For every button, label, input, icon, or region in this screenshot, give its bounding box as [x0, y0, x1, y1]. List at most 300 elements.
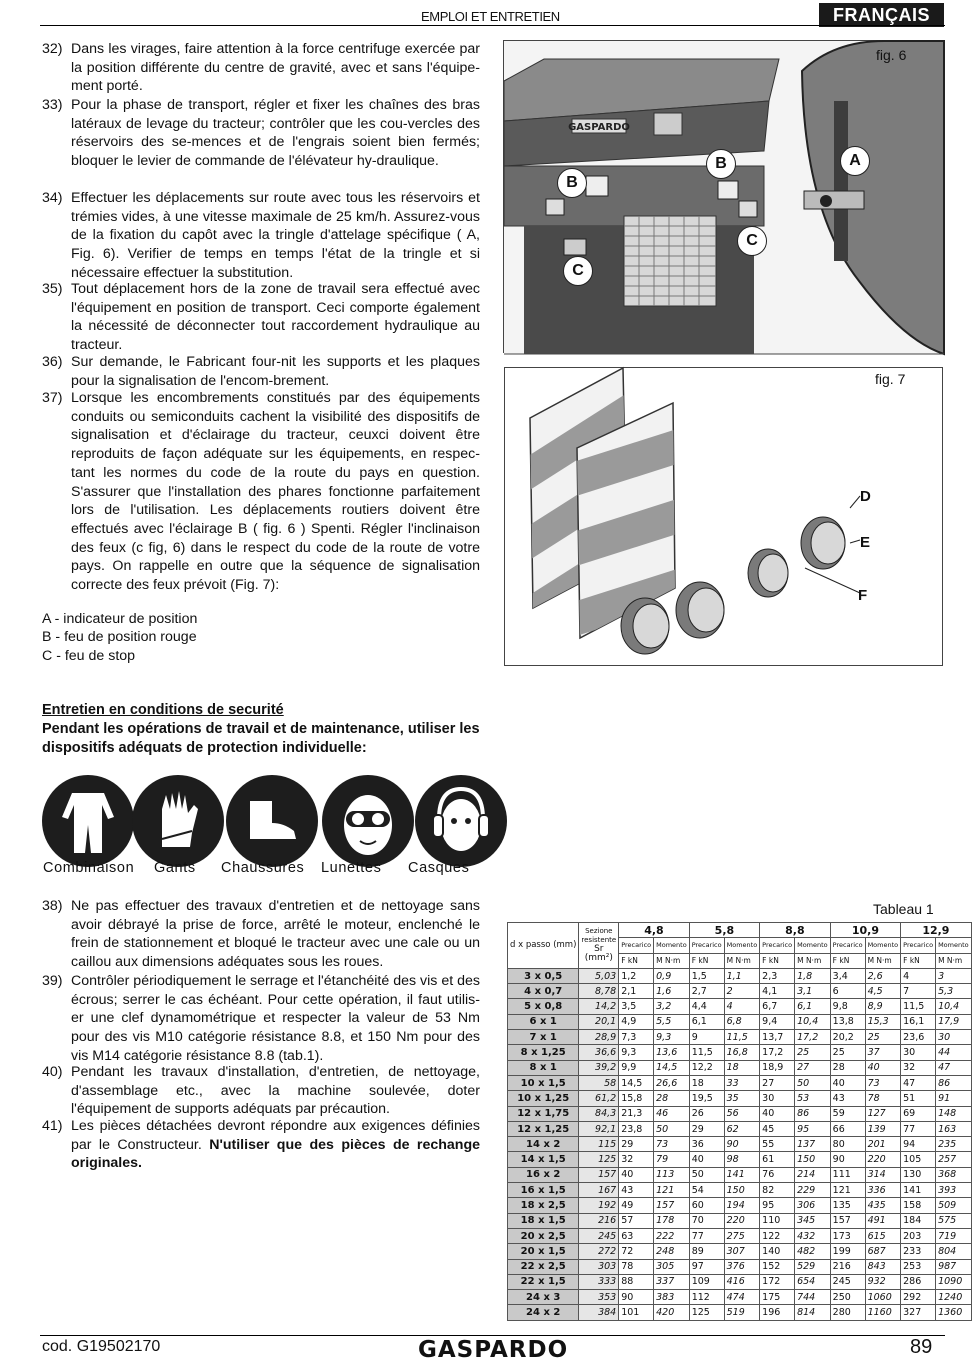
safety-shoes-icon	[226, 775, 318, 867]
preload-cell: 30	[760, 1091, 795, 1106]
section-cell: 157	[579, 1167, 619, 1182]
torque-cell: 275	[724, 1228, 760, 1243]
preload-cell: 101	[619, 1305, 654, 1320]
preload-cell: 196	[760, 1305, 795, 1320]
lamps-pair-right	[748, 517, 845, 597]
preload-cell: 1,5	[689, 968, 724, 983]
thread-size-cell: 6 x 1	[508, 1014, 579, 1029]
item-number: 41)	[42, 1118, 63, 1134]
preload-cell: 88	[619, 1274, 654, 1289]
class-header: 5,8	[689, 923, 759, 938]
torque-cell: 2,6	[865, 968, 901, 983]
torque-cell: 1,1	[724, 968, 760, 983]
torque-cell: 6,8	[724, 1014, 760, 1029]
torque-cell: 1,8	[795, 968, 831, 983]
item-number: 40)	[42, 1064, 63, 1080]
torque-cell: 654	[795, 1274, 831, 1289]
section-cell: 384	[579, 1305, 619, 1320]
preload-cell: 110	[760, 1213, 795, 1228]
torque-cell: 393	[936, 1183, 972, 1198]
unit-header: M N·m	[936, 953, 972, 968]
item-text: Ne pas effectuer des travaux d'entretien et de nettoyage sans avoir débrayé la prise de force, arrêté le moteur, enclenché le frein de stationnement et bloqué le tracteur avec une cale ou un caillou aux dimensions adéquates sous les roues.	[71, 898, 480, 971]
preload-cell: 27	[760, 1075, 795, 1090]
legend-b: B - feu de position rouge	[42, 629, 197, 645]
preload-cell: 90	[619, 1290, 654, 1305]
torque-cell: 73	[654, 1137, 690, 1152]
preload-cell: 43	[830, 1091, 865, 1106]
table-row	[508, 1274, 972, 1289]
preload-cell: 13,7	[760, 1030, 795, 1045]
item-text: Effectuer les déplacements sur route avec tous les réservoirs et trémies vides, à une vitesse maximale de 25 km/h. Assurez-vous de la fixation du capôt avec la tringle d'attelage spécifique ( A, Fig. 6). Verifier de temps en temps l'état de la tringle et si nécessaire effectuer la substitution.	[71, 190, 480, 281]
torque-cell: 336	[865, 1183, 901, 1198]
preload-cell: 69	[901, 1106, 936, 1121]
torque-cell: 1240	[936, 1290, 972, 1305]
preload-cell: 2,7	[689, 984, 724, 999]
preload-cell: 50	[689, 1167, 724, 1182]
torque-cell: 79	[654, 1152, 690, 1167]
sr-head-line: Sezione	[585, 927, 613, 936]
table-caption: Tableau 1	[873, 901, 934, 917]
ppe-label: Lunettes	[321, 860, 382, 876]
preload-cell: 40	[689, 1152, 724, 1167]
table-row	[508, 1213, 972, 1228]
ppe-label: Casques	[408, 860, 470, 876]
unit-header: M N·m	[795, 953, 831, 968]
torque-cell: 0,9	[654, 968, 690, 983]
torque-cell: 150	[795, 1152, 831, 1167]
ppe-label: Combinaison	[43, 860, 135, 876]
preload-cell: 112	[689, 1290, 724, 1305]
thread-size-cell: 24 x 2	[508, 1305, 579, 1320]
section-cell: 125	[579, 1152, 619, 1167]
item-text: Pour la phase de transport, régler et fixer les chaînes des bras latéraux de levage du tracteur; contrôler que les cou-vercles des réservoirs des se-mences et de l'engrais soient bien fermés; bloquer le levier de commande de l'élévateur hy-draulique.	[71, 97, 480, 170]
section-cell: 28,9	[579, 1030, 619, 1045]
torque-cell: 314	[865, 1167, 901, 1182]
svg-text:GASPARDO: GASPARDO	[568, 122, 630, 133]
list-item	[42, 389, 480, 595]
torque-cell: 220	[865, 1152, 901, 1167]
preload-cell: 21,3	[619, 1106, 654, 1121]
list-item	[42, 1117, 480, 1173]
preload-cell: 40	[830, 1075, 865, 1090]
preload-cell: 9,8	[830, 999, 865, 1014]
letter-e: E	[860, 534, 871, 551]
torque-cell: 18	[724, 1060, 760, 1075]
section-cell: 333	[579, 1274, 619, 1289]
callout-b-left: B	[557, 168, 587, 198]
torque-cell: 46	[654, 1106, 690, 1121]
thread-size-cell: 3 x 0,5	[508, 968, 579, 983]
preload-cell: 125	[689, 1305, 724, 1320]
list-item	[42, 96, 480, 171]
torque-cell: 529	[795, 1259, 831, 1274]
preload-cell: 121	[830, 1183, 865, 1198]
torque-cell: 345	[795, 1213, 831, 1228]
preload-cell: 15,8	[619, 1091, 654, 1106]
section-title: EMPLOI ET ENTRETIEN	[421, 9, 560, 24]
preload-cell: 292	[901, 1290, 936, 1305]
torque-cell: 10,4	[936, 999, 972, 1014]
preload-cell: 135	[830, 1198, 865, 1213]
preload-cell: 18	[689, 1075, 724, 1090]
signalling-plates-drawing	[505, 368, 944, 667]
preload-cell: 13,8	[830, 1014, 865, 1029]
thread-size-cell: 20 x 1,5	[508, 1244, 579, 1259]
torque-cell: 5,5	[654, 1014, 690, 1029]
item-text: Contrôler périodiquement le serrage et l'étanchéité des vis et des écrous; serrer le cas échéant. Pour cette opération, il faut utilis-er une clef dynamométrique et respecter la valeur de 53 Nm pour des vis M10 catégorie résistance 8.8, et 150 Nm pour des vis M14 catégorie résistance 8.8 (tab.1).	[71, 973, 480, 1064]
torque-cell: 86	[936, 1075, 972, 1090]
gloves-icon	[132, 775, 224, 867]
preload-cell: 80	[830, 1137, 865, 1152]
torque-cell: 814	[795, 1305, 831, 1320]
brand-logo: GASPARDO	[418, 1337, 569, 1363]
table-row	[508, 1167, 972, 1182]
torque-cell: 30	[936, 1030, 972, 1045]
header-rule	[40, 25, 945, 26]
preload-cell: 253	[901, 1259, 936, 1274]
preload-cell: 175	[760, 1290, 795, 1305]
preload-cell: 55	[760, 1137, 795, 1152]
table-row	[508, 984, 972, 999]
torque-cell: 37	[865, 1045, 901, 1060]
torque-cell: 40	[865, 1060, 901, 1075]
preload-cell: 28	[830, 1060, 865, 1075]
preload-cell: 11,5	[901, 999, 936, 1014]
table-row	[508, 1014, 972, 1029]
torque-cell: 148	[936, 1106, 972, 1121]
torque-cell: 4	[724, 999, 760, 1014]
preload-cell: 7,3	[619, 1030, 654, 1045]
torque-cell: 25	[865, 1030, 901, 1045]
section-cell: 92,1	[579, 1121, 619, 1136]
preload-cell: 59	[830, 1106, 865, 1121]
torque-cell: 687	[865, 1244, 901, 1259]
torque-cell: 1,6	[654, 984, 690, 999]
torque-cell: 95	[795, 1121, 831, 1136]
preload-cell: 17,2	[760, 1045, 795, 1060]
sub-header: Precarico	[901, 938, 936, 953]
list-item	[42, 1063, 480, 1119]
sub-header: Momento	[865, 938, 901, 953]
callout-a: A	[840, 146, 870, 176]
preload-cell: 76	[760, 1167, 795, 1182]
preload-cell: 60	[689, 1198, 724, 1213]
torque-cell: 28	[654, 1091, 690, 1106]
figure-6	[503, 40, 943, 353]
section-cell: 39,2	[579, 1060, 619, 1075]
preload-cell: 111	[830, 1167, 865, 1182]
preload-cell: 216	[830, 1259, 865, 1274]
list-item	[42, 972, 480, 1066]
torque-cell: 141	[724, 1167, 760, 1182]
preload-cell: 63	[619, 1228, 654, 1243]
item-number: 32)	[42, 41, 63, 57]
torque-cell: 194	[724, 1198, 760, 1213]
preload-cell: 4,9	[619, 1014, 654, 1029]
sub-header: Precarico	[689, 938, 724, 953]
sub-header: Precarico	[830, 938, 865, 953]
list-item	[42, 189, 480, 283]
torque-cell: 17,9	[936, 1014, 972, 1029]
document-code: cod. G19502170	[42, 1338, 161, 1355]
torque-cell: 435	[865, 1198, 901, 1213]
footer-rule	[40, 1335, 945, 1336]
preload-cell: 47	[901, 1075, 936, 1090]
preload-cell: 40	[760, 1106, 795, 1121]
preload-cell: 90	[830, 1152, 865, 1167]
item-number: 37)	[42, 390, 63, 406]
torque-cell: 932	[865, 1274, 901, 1289]
item-number: 34)	[42, 190, 63, 206]
torque-cell: 47	[936, 1060, 972, 1075]
torque-cell: 73	[865, 1075, 901, 1090]
preload-cell: 130	[901, 1167, 936, 1182]
sr-header	[579, 923, 619, 969]
torque-cell: 744	[795, 1290, 831, 1305]
torque-cell: 15,3	[865, 1014, 901, 1029]
torque-cell: 804	[936, 1244, 972, 1259]
ppe-label: Gants	[154, 860, 196, 876]
section-cell: 5,03	[579, 968, 619, 983]
preload-cell: 54	[689, 1183, 724, 1198]
preload-cell: 29	[689, 1121, 724, 1136]
preload-cell: 61	[760, 1152, 795, 1167]
legend-c: C - feu de stop	[42, 648, 136, 664]
thread-size-cell: 7 x 1	[508, 1030, 579, 1045]
preload-cell: 327	[901, 1305, 936, 1320]
preload-cell: 141	[901, 1183, 936, 1198]
torque-cell: 178	[654, 1213, 690, 1228]
torque-cell: 78	[865, 1091, 901, 1106]
letter-d: D	[860, 488, 871, 505]
preload-cell: 78	[619, 1259, 654, 1274]
preload-cell: 18,9	[760, 1060, 795, 1075]
class-header: 8,8	[760, 923, 830, 938]
sr-head-line: (mm²)	[584, 953, 613, 964]
preload-cell: 157	[830, 1213, 865, 1228]
torque-cell: 16,8	[724, 1045, 760, 1060]
torque-cell: 137	[795, 1137, 831, 1152]
class-header: 12,9	[901, 923, 971, 938]
item-text: Pendant les travaux d'installation, d'entretien, de nettoyage, d'assemblage etc., avec la machine soulevée, doter l'équipement de supports adéquats par précaution.	[71, 1064, 480, 1118]
unit-header: F kN	[619, 953, 654, 968]
preload-cell: 3,4	[830, 968, 865, 983]
item-text-bold: N'utiliser que des pièces de rechange originales.	[71, 1136, 481, 1172]
torque-cell: 615	[865, 1228, 901, 1243]
preload-cell: 4,1	[760, 984, 795, 999]
torque-cell: 53	[795, 1091, 831, 1106]
unit-header: F kN	[830, 953, 865, 968]
preload-cell: 49	[619, 1198, 654, 1213]
torque-cell: 337	[654, 1274, 690, 1289]
preload-cell: 250	[830, 1290, 865, 1305]
sub-header: Momento	[724, 938, 760, 953]
safety-goggles-icon	[322, 775, 414, 867]
torque-cell: 11,5	[724, 1030, 760, 1045]
torque-cell: 383	[654, 1290, 690, 1305]
torque-cell: 201	[865, 1137, 901, 1152]
preload-cell: 12,2	[689, 1060, 724, 1075]
thread-size-cell: 12 x 1,75	[508, 1106, 579, 1121]
preload-cell: 152	[760, 1259, 795, 1274]
torque-cell: 1360	[936, 1305, 972, 1320]
preload-cell: 7	[901, 984, 936, 999]
torque-cell: 843	[865, 1259, 901, 1274]
torque-cell: 987	[936, 1259, 972, 1274]
preload-cell: 14,5	[619, 1075, 654, 1090]
preload-cell: 26	[689, 1106, 724, 1121]
sr-head-line: resistente	[581, 936, 617, 945]
table-row	[508, 1305, 972, 1320]
torque-cell: 6,1	[795, 999, 831, 1014]
preload-cell: 233	[901, 1244, 936, 1259]
item-number: 35)	[42, 281, 63, 297]
torque-cell: 121	[654, 1183, 690, 1198]
sr-head-line: Sr	[594, 944, 604, 955]
section-cell: 192	[579, 1198, 619, 1213]
preload-cell: 4,4	[689, 999, 724, 1014]
preload-cell: 1,2	[619, 968, 654, 983]
list-item	[42, 40, 480, 96]
table-row	[508, 1045, 972, 1060]
section-cell: 14,2	[579, 999, 619, 1014]
thread-size-cell: 22 x 1,5	[508, 1274, 579, 1289]
torque-cell: 432	[795, 1228, 831, 1243]
torque-table	[507, 922, 972, 1321]
section-cell: 58	[579, 1075, 619, 1090]
section-cell: 61,2	[579, 1091, 619, 1106]
torque-cell: 163	[936, 1121, 972, 1136]
table-row	[508, 1259, 972, 1274]
preload-cell: 6	[830, 984, 865, 999]
preload-cell: 2,1	[619, 984, 654, 999]
class-header: 10,9	[830, 923, 900, 938]
torque-cell: 474	[724, 1290, 760, 1305]
callout-c-left: C	[563, 256, 593, 286]
torque-cell: 150	[724, 1183, 760, 1198]
preload-cell: 122	[760, 1228, 795, 1243]
preload-cell: 16,1	[901, 1014, 936, 1029]
torque-cell: 9,3	[654, 1030, 690, 1045]
preload-cell: 32	[619, 1152, 654, 1167]
preload-cell: 3,5	[619, 999, 654, 1014]
table-row	[508, 1152, 972, 1167]
thread-size-cell: 14 x 1,5	[508, 1152, 579, 1167]
torque-cell: 305	[654, 1259, 690, 1274]
section-cell: 272	[579, 1244, 619, 1259]
table-row	[508, 1198, 972, 1213]
preload-cell: 72	[619, 1244, 654, 1259]
preload-cell: 25	[830, 1045, 865, 1060]
preload-cell: 23,8	[619, 1121, 654, 1136]
section-cell: 84,3	[579, 1106, 619, 1121]
torque-cell: 90	[724, 1137, 760, 1152]
torque-cell: 420	[654, 1305, 690, 1320]
ppe-label: Chaussures	[221, 860, 305, 876]
thread-size-cell: 4 x 0,7	[508, 984, 579, 999]
maintenance-heading: Entretien en conditions de securité	[42, 702, 284, 718]
torque-cell: 3,2	[654, 999, 690, 1014]
section-cell: 20,1	[579, 1014, 619, 1029]
preload-cell: 95	[760, 1198, 795, 1213]
callout-b-right: B	[706, 149, 736, 179]
thread-size-cell: 16 x 2	[508, 1167, 579, 1182]
thread-size-cell: 8 x 1	[508, 1060, 579, 1075]
thread-size-cell: 14 x 2	[508, 1137, 579, 1152]
preload-cell: 105	[901, 1152, 936, 1167]
unit-header: F kN	[689, 953, 724, 968]
item-number: 36)	[42, 354, 63, 370]
preload-cell: 158	[901, 1198, 936, 1213]
fig6-label: fig. 6	[876, 47, 907, 63]
torque-cell: 27	[795, 1060, 831, 1075]
torque-cell: 17,2	[795, 1030, 831, 1045]
section-cell: 303	[579, 1259, 619, 1274]
torque-cell: 307	[724, 1244, 760, 1259]
torque-cell: 376	[724, 1259, 760, 1274]
preload-cell: 23,6	[901, 1030, 936, 1045]
preload-cell: 89	[689, 1244, 724, 1259]
section-cell: 36,6	[579, 1045, 619, 1060]
torque-cell: 248	[654, 1244, 690, 1259]
section-cell: 216	[579, 1213, 619, 1228]
thread-size-cell: 10 x 1,5	[508, 1075, 579, 1090]
item-text: Sur demande, le Fabricant four-nit les supports et les plaques pour la signalisation de l'encom-brement.	[71, 354, 480, 389]
thread-size-cell: 18 x 2,5	[508, 1198, 579, 1213]
preload-cell: 29	[619, 1137, 654, 1152]
preload-cell: 77	[901, 1121, 936, 1136]
preload-cell: 6,7	[760, 999, 795, 1014]
torque-cell: 86	[795, 1106, 831, 1121]
torque-cell: 50	[795, 1075, 831, 1090]
preload-cell: 97	[689, 1259, 724, 1274]
preload-cell: 173	[830, 1228, 865, 1243]
preload-cell: 57	[619, 1213, 654, 1228]
fig7-label: fig. 7	[875, 371, 906, 387]
preload-cell: 40	[619, 1167, 654, 1182]
table-row	[508, 1030, 972, 1045]
list-item	[42, 897, 480, 972]
item-text-plain: Les pièces détachées devront répondre aux exigences définies par le Constructeur.	[71, 1118, 480, 1153]
table-row	[508, 1244, 972, 1259]
item-number: 39)	[42, 973, 63, 989]
sub-header: Momento	[654, 938, 690, 953]
torque-cell: 575	[936, 1213, 972, 1228]
preload-cell: 20,2	[830, 1030, 865, 1045]
preload-cell: 6,1	[689, 1014, 724, 1029]
torque-cell: 214	[795, 1167, 831, 1182]
unit-header: M N·m	[654, 953, 690, 968]
torque-cell: 368	[936, 1167, 972, 1182]
thread-size-cell: 22 x 2,5	[508, 1259, 579, 1274]
torque-cell: 1090	[936, 1274, 972, 1289]
torque-cell: 5,3	[936, 984, 972, 999]
thread-size-cell: 20 x 2,5	[508, 1228, 579, 1243]
thread-size-cell: 10 x 1,25	[508, 1091, 579, 1106]
torque-cell: 2	[724, 984, 760, 999]
table-row	[508, 1183, 972, 1198]
torque-cell: 44	[936, 1045, 972, 1060]
preload-cell: 43	[619, 1183, 654, 1198]
thread-size-cell: 24 x 3	[508, 1290, 579, 1305]
table-row	[508, 1290, 972, 1305]
section-cell: 245	[579, 1228, 619, 1243]
preload-cell: 36	[689, 1137, 724, 1152]
sub-header: Precarico	[760, 938, 795, 953]
sub-header: Momento	[936, 938, 972, 953]
preload-cell: 9,3	[619, 1045, 654, 1060]
preload-cell: 245	[830, 1274, 865, 1289]
